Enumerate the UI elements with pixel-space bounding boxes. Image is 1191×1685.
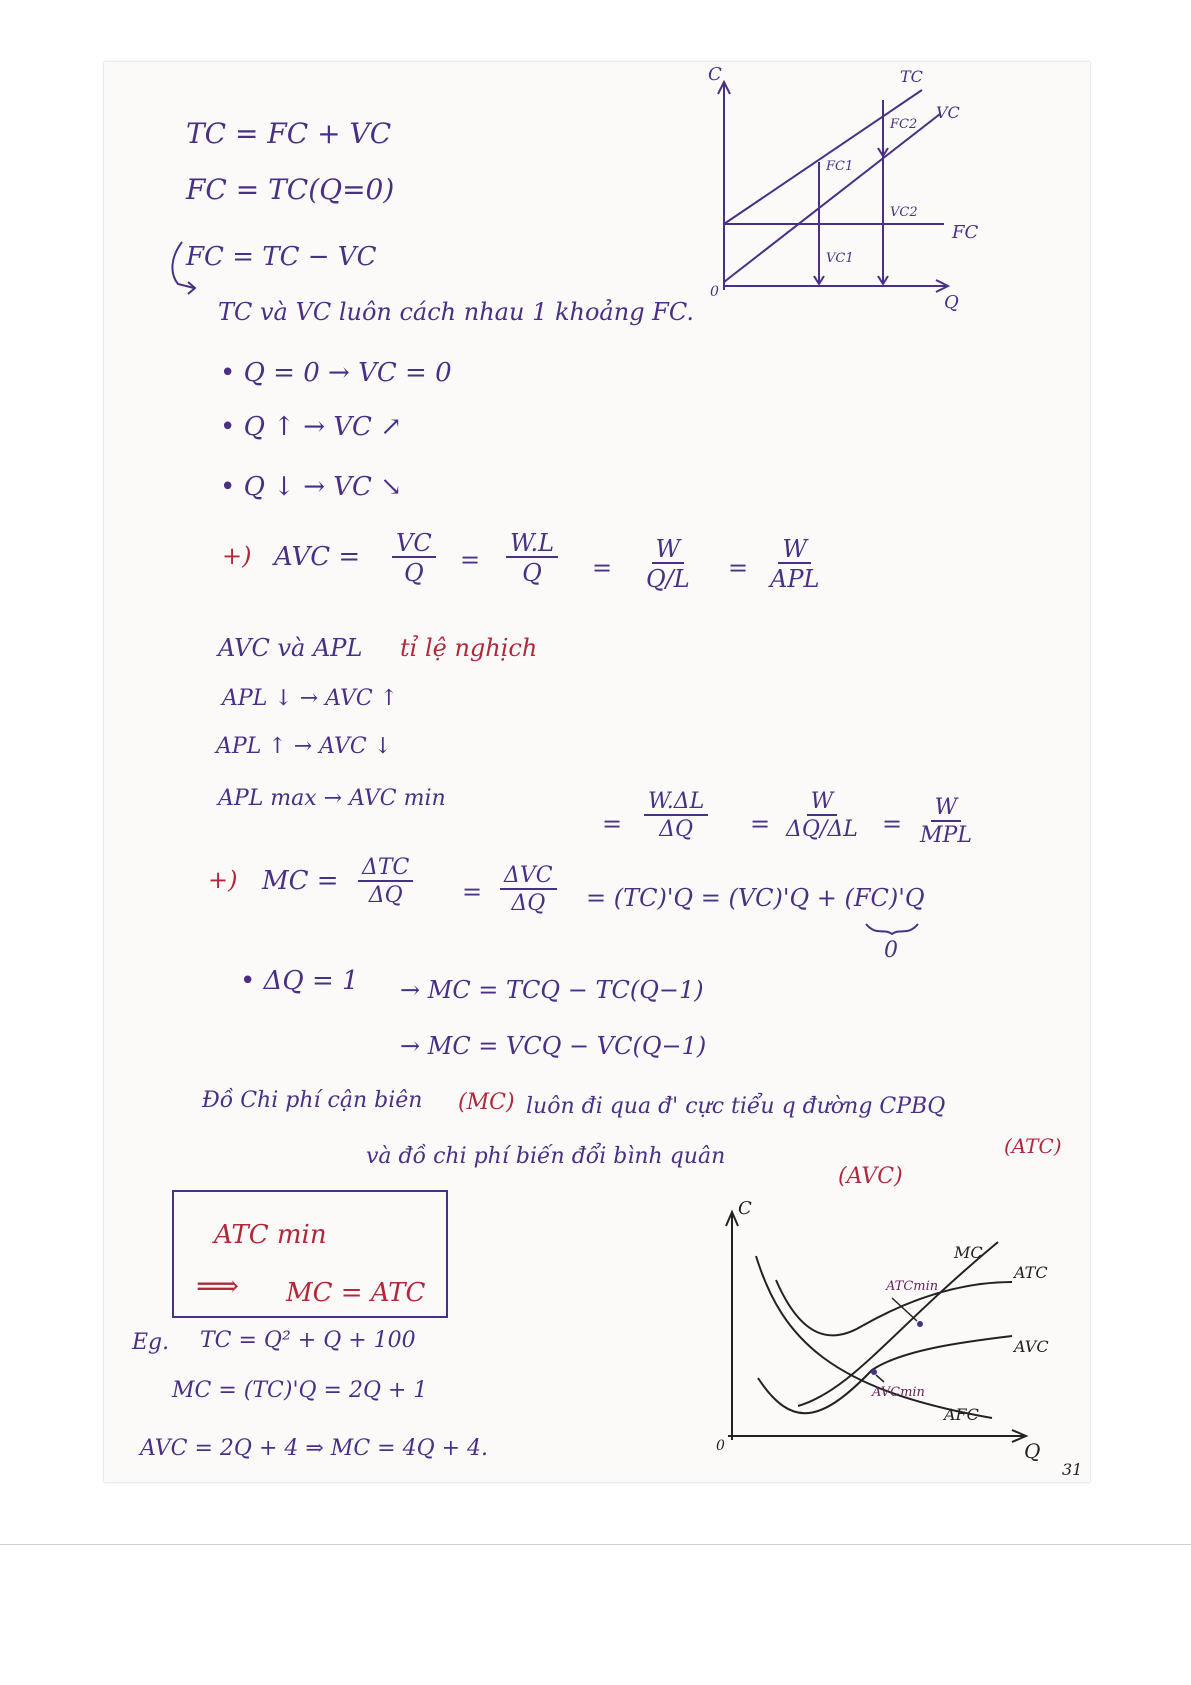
mc-frac-dvc-den: ΔQ xyxy=(511,891,546,917)
bullet-q-down: • Q ↓ → VC ↘ xyxy=(220,472,402,502)
example-mc: MC = (TC)'Q = 2Q + 1 xyxy=(172,1378,428,1403)
rule-line2-avc: (AVC) xyxy=(838,1164,903,1189)
graph2-origin: 0 xyxy=(716,1438,725,1454)
eq-tc-sum: TC = FC + VC xyxy=(186,117,392,150)
avc-frac-1-den: Q xyxy=(404,559,424,588)
avc-frac-2 xyxy=(506,530,558,587)
mc-delta-q-one: • ΔQ = 1 xyxy=(240,966,359,996)
graph1-origin: 0 xyxy=(710,284,719,300)
mc-vc-difference: → MC = VCQ − VC(Q−1) xyxy=(400,1032,707,1060)
graph2-x-label: Q xyxy=(1024,1439,1041,1463)
avc-frac-4-den: APL xyxy=(770,565,820,594)
hook-arrow xyxy=(168,238,208,298)
avc-apl-inverse: tỉ lệ nghịch xyxy=(400,634,538,662)
graph2-mc-label: MC xyxy=(954,1243,983,1262)
mc-frac-mpl xyxy=(916,796,976,848)
avc-eq-4: = xyxy=(728,554,749,582)
rule-line1-c: luôn đi qua đ' cực tiểu q đường CPBQ xyxy=(526,1094,946,1119)
example-label: Eg. xyxy=(132,1330,170,1355)
graph1-fc2-label: FC2 xyxy=(890,117,918,132)
graph1-vc-label: VC xyxy=(936,103,960,122)
rule-line1-a: Đồ Chi phí cận biên xyxy=(202,1088,423,1113)
graph2-avc-label: AVC xyxy=(1014,1337,1049,1356)
example-tc: TC = Q² + Q + 100 xyxy=(200,1328,416,1353)
box-atc-min: ATC min xyxy=(214,1220,327,1250)
rule-line1-atc: (ATC) xyxy=(1004,1134,1062,1158)
graph-cost-curves xyxy=(712,1198,1052,1463)
graph2-avc-min-label: AVCmin xyxy=(872,1385,925,1400)
eq-fc-diff: FC = TC − VC xyxy=(186,242,377,272)
rule-line2-a: và đồ chi phí biến đổi bình quân xyxy=(366,1144,726,1169)
rule-line1-mc: (MC) xyxy=(458,1090,515,1115)
box-implies-arrow: ⟹ xyxy=(196,1269,240,1304)
graph2-atc-label: ATC xyxy=(1014,1263,1048,1282)
box-mc-equals-atc: MC = ATC xyxy=(286,1278,426,1308)
mc-frac-wdl-den: ΔQ xyxy=(659,817,694,843)
avc-frac-2-num: W.L xyxy=(506,530,558,558)
avc-apl-relation: AVC và APL xyxy=(218,634,363,662)
mc-frac-mpl-num: W xyxy=(931,796,962,822)
graph2-afc-label: AFC xyxy=(944,1405,979,1424)
mc-tc-difference: → MC = TCQ − TC(Q−1) xyxy=(400,976,704,1004)
mc-frac-mpl-den: MPL xyxy=(920,823,972,849)
bullet-q-up: • Q ↑ → VC ↗ xyxy=(220,412,402,442)
eq-tc-vc-note: TC và VC luôn cách nhau 1 khoảng FC. xyxy=(218,298,694,326)
avc-frac-1 xyxy=(392,530,436,587)
mc-frac-wdl xyxy=(644,790,708,842)
graph2-y-label: C xyxy=(738,1198,752,1219)
mc-frac-dvc-num: ΔVC xyxy=(500,864,557,890)
graph2-mc-curve xyxy=(798,1242,998,1406)
graph1-vc2-label: VC2 xyxy=(890,205,918,220)
mc-derivative: = (TC)'Q = (VC)'Q + (FC)'Q xyxy=(586,884,925,912)
mc-frac-wdl-num: W.ΔL xyxy=(644,790,708,816)
avc-frac-3-den: Q/L xyxy=(646,565,690,594)
graph1-tc-label: TC xyxy=(900,67,923,86)
mc-frac-dqdl-num: W xyxy=(807,790,838,816)
example-avc: AVC = 2Q + 4 ⇒ MC = 4Q + 4. xyxy=(140,1436,489,1461)
graph1-fc1-label: FC1 xyxy=(826,159,854,174)
page-divider xyxy=(0,1544,1191,1545)
mc-frac-dtc xyxy=(358,856,413,908)
avc-eq-3: = xyxy=(592,554,613,582)
mc-frac-dqdl xyxy=(782,790,862,842)
avc-lhs: AVC = xyxy=(274,542,361,572)
mc-eq-b: = xyxy=(750,810,771,838)
mc-eq-c: = xyxy=(882,810,903,838)
avc-frac-4-num: W xyxy=(778,536,811,564)
graph1-fc-label: FC xyxy=(952,222,979,243)
avc-frac-3-num: W xyxy=(652,536,685,564)
graph1-x-label: Q xyxy=(944,292,959,313)
mc-plus-marker: +) xyxy=(208,866,238,894)
avc-frac-2-den: Q xyxy=(522,559,542,588)
graph1-y-label: C xyxy=(708,64,722,85)
apl-max-avc-min: APL max → AVC min xyxy=(218,786,446,811)
eq-fc-def: FC = TC(Q=0) xyxy=(186,173,395,206)
page-number: 31 xyxy=(1062,1460,1083,1479)
mc-eq-d: = xyxy=(462,878,483,906)
brace-under-fc xyxy=(862,920,922,940)
avc-plus-marker: +) xyxy=(222,542,252,570)
graph-tc-vc-fc xyxy=(700,64,979,313)
graph2-avc-curve xyxy=(758,1336,1012,1413)
mc-frac-dtc-num: ΔTC xyxy=(358,856,413,882)
avc-frac-4 xyxy=(766,536,823,593)
mc-frac-dvc xyxy=(500,864,557,916)
avc-frac-1-num: VC xyxy=(392,530,436,558)
graph1-vc1-label: VC1 xyxy=(826,251,854,266)
apl-down-avc-up: APL ↓ → AVC ↑ xyxy=(222,686,399,711)
mc-eq-a: = xyxy=(602,810,623,838)
mc-frac-dqdl-den: ΔQ/ΔL xyxy=(786,817,858,843)
mc-fc-zero: 0 xyxy=(884,938,898,963)
apl-up-avc-down: APL ↑ → AVC ↓ xyxy=(216,734,393,759)
bullet-q-zero: • Q = 0 → VC = 0 xyxy=(220,358,452,388)
avc-eq-2: = xyxy=(460,546,481,574)
mc-frac-dtc-den: ΔQ xyxy=(368,883,403,909)
graph2-atc-min-label: ATCmin xyxy=(886,1279,939,1294)
avc-frac-3 xyxy=(642,536,694,593)
mc-lhs: MC = xyxy=(262,866,339,896)
